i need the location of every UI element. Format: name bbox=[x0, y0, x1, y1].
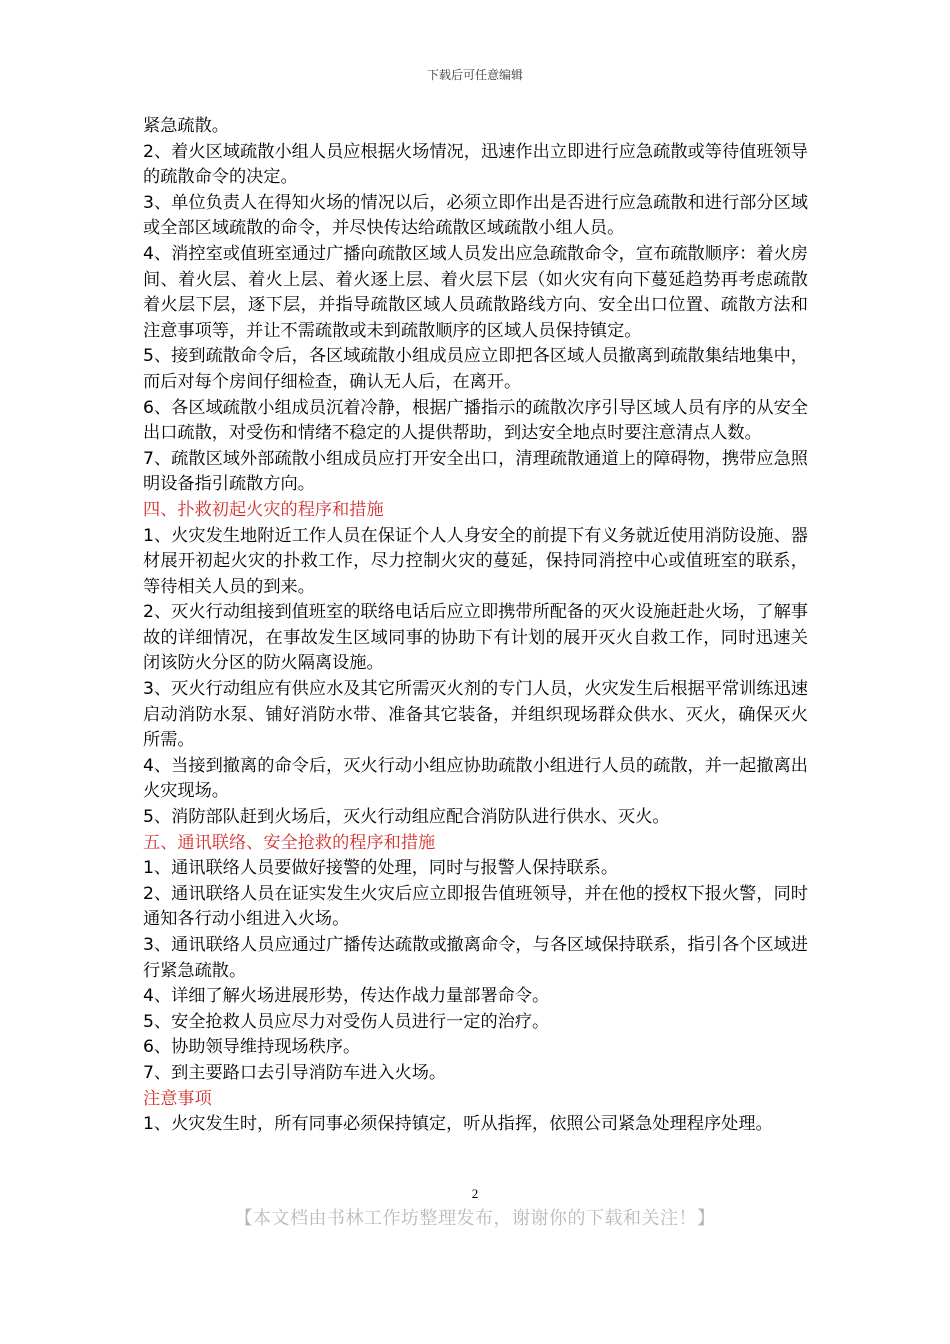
footer-note: 【本文档由书林工作坊整理发布，谢谢你的下载和关注！】 bbox=[234, 1208, 716, 1229]
section-notes bbox=[143, 1087, 808, 1138]
paragraph: 4、当接到撤离的命令后，灭火行动小组应协助疏散小组进行人员的疏散，并一起撤离出火灾现场。 bbox=[143, 755, 808, 802]
paragraph: 3、单位负责人在得知火场的情况以后，必须立即作出是否进行应急疏散和进行部分区域或全部区域疏散的命令，并尽快传达给疏散区域疏散小组人员。 bbox=[143, 192, 808, 239]
paragraph: 2、灭火行动组接到值班室的联络电话后应立即携带所配备的灭火设施赶赴火场，了解事故的详细情况，在事故发生区域同事的协助下有计划的展开灭火自救工作，同时迅速关闭该防火分区的防火隔离设施。 bbox=[143, 602, 808, 674]
paragraph: 1、火灾发生地附近工作人员在保证个人人身安全的前提下有义务就近使用消防设施、器材展开初起火灾的扑救工作，尽力控制火灾的蔓延，保持同消控中心或值班室的联系，等待相关人员的到来。 bbox=[143, 525, 808, 597]
paragraph: 4、详细了解火场进展形势，传达作战力量部署命令。 bbox=[143, 986, 550, 1007]
paragraph: 3、灭火行动组应有供应水及其它所需灭火剂的专门人员，火灾发生后根据平常训练迅速启动消防水泵、铺好消防水带、准备其它装备，并组织现场群众供水、灭火，确保灭火所需。 bbox=[143, 679, 808, 751]
paragraph: 4、消控室或值班室通过广播向疏散区域人员发出应急疏散命令，宣布疏散顺序：着火房间、着火层、着火上层、着火逐上层、着火层下层（如火灾有向下蔓延趋势再考虑疏散着火层下层，逐下层，并指导疏散区域人员疏散路线方向、安全出口位置、疏散方法和注意事项等，并让不需疏散或未到疏散顺序的区域人员保持镇定。 bbox=[143, 243, 808, 341]
paragraph: 7、到主要路口去引导消防车进入火场。 bbox=[143, 1062, 447, 1083]
section-communication bbox=[143, 831, 808, 1087]
section-evacuation bbox=[143, 114, 808, 498]
paragraph: 3、通讯联络人员应通过广播传达疏散或撤离命令，与各区域保持联系，指引各个区域进行紧急疏散。 bbox=[143, 935, 808, 981]
paragraph: 5、消防部队赶到火场后，灭火行动组应配合消防队进行供水、灭火。 bbox=[143, 807, 670, 828]
paragraph: 紧急疏散。 bbox=[143, 116, 229, 136]
section-firefighting bbox=[143, 498, 808, 831]
document-body bbox=[143, 114, 808, 1138]
paragraph: 6、各区域疏散小组成员沉着冷静，根据广播指示的疏散次序引导区域人员有序的从安全出口疏散，对受伤和情绪不稳定的人提供帮助，到达安全地点时要注意清点人数。 bbox=[143, 397, 808, 444]
paragraph: 1、通讯联络人员要做好接警的处理，同时与报警人保持联系。 bbox=[143, 858, 619, 879]
section-heading: 五、通讯联络、安全抢救的程序和措施 bbox=[143, 832, 436, 853]
paragraph: 2、着火区域疏散小组人员应根据火场情况，迅速作出立即进行应急疏散或等待值班领导的疏散命令的决定。 bbox=[143, 141, 808, 188]
section-heading: 注意事项 bbox=[143, 1088, 212, 1109]
paragraph: 5、安全抢救人员应尽力对受伤人员进行一定的治疗。 bbox=[143, 1011, 550, 1032]
paragraph: 6、协助领导维持现场秩序。 bbox=[143, 1037, 361, 1058]
paragraph: 1、火灾发生时，所有同事必须保持镇定，听从指挥，依照公司紧急处理程序处理。 bbox=[143, 1114, 773, 1135]
header-note: 下载后可任意编辑 bbox=[426, 68, 523, 82]
paragraph: 7、疏散区域外部疏散小组成员应打开安全出口，清理疏散通道上的障碍物，携带应急照明设备指引疏散方向。 bbox=[143, 448, 808, 495]
section-heading: 四、扑救初起火灾的程序和措施 bbox=[143, 499, 384, 520]
paragraph: 5、接到疏散命令后，各区域疏散小组成员应立即把各区域人员撤离到疏散集结地集中，而后对每个房间仔细检查，确认无人后，在离开。 bbox=[143, 346, 808, 392]
paragraph: 2、通讯联络人员在证实发生火灾后应立即报告值班领导，并在他的授权下报火警，同时通知各行动小组进入火场。 bbox=[143, 883, 808, 930]
page-number: 2 bbox=[471, 1186, 479, 1201]
